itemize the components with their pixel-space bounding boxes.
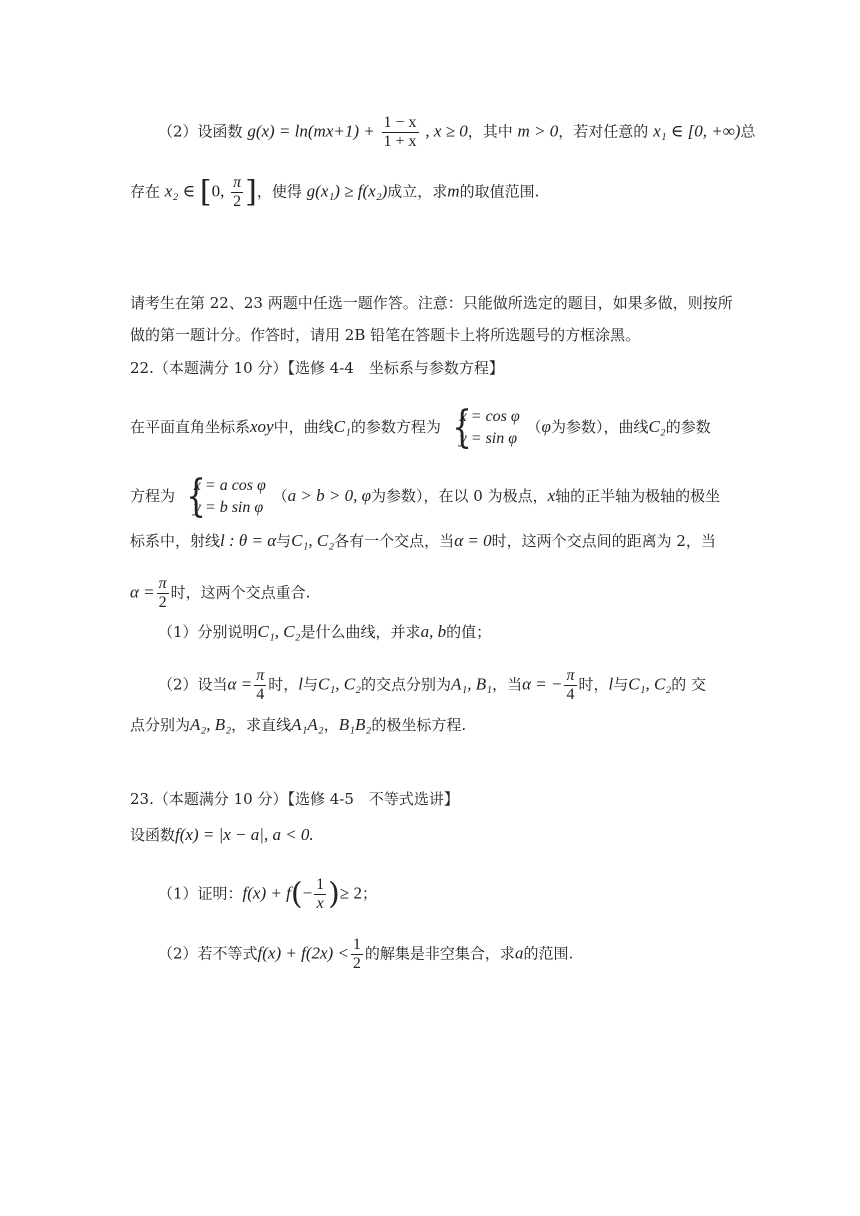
var-x: x	[547, 486, 556, 505]
system-row: x = cos φ	[459, 408, 520, 425]
q22-text: 时，这两个交点间的距离为 2，当	[491, 532, 716, 550]
q22-text: ，	[323, 716, 339, 734]
var-a: a	[514, 943, 524, 963]
f-expression: f(x) + f	[242, 883, 291, 903]
q21-part2-line2: 存在 x₂ ∈ [0, $\frac{\pi}{2}$ ]，使得 g(x₁) ≥ f(x₂)成立，求m的取值范围.	[130, 174, 540, 210]
q22-text: 为参数），曲线	[550, 418, 649, 436]
system-row: y = b sin φ	[193, 499, 264, 516]
inequality-ge2: ≥ 2	[339, 883, 362, 903]
fraction-denominator: 1 + x	[383, 133, 417, 150]
interval-left: 0,	[211, 181, 225, 201]
fraction-denominator: x	[316, 895, 324, 912]
q22-text: （	[526, 418, 542, 436]
intro-line2: 做的第一题计分。作答时，请用 2B 铅笔在答题卡上将所选题号的方框涂黑。	[130, 326, 641, 344]
fraction-denominator: 2	[233, 193, 242, 210]
fraction-numerator: π	[256, 667, 265, 684]
fraction-numerator: 1	[352, 936, 361, 953]
fraction	[254, 667, 266, 704]
q21-text: 存在	[130, 182, 161, 201]
intro-line1: 请考生在第 22、23 两题中任选一题作答。注意：只能做所选定的题目，如果多做，则按所	[130, 294, 733, 312]
q22-text: 轴的正半轴为极轴的极坐	[555, 487, 721, 505]
q22-text: 的值；	[446, 623, 492, 641]
q22-text: ，当	[492, 675, 523, 694]
q22-text: （	[272, 487, 288, 505]
q21-text: ，其中	[467, 122, 513, 141]
g-definition: g(x) = ln(mx+1) +	[247, 121, 375, 141]
q22-text: 的参数方程为	[350, 418, 441, 436]
q22-text: 标系中，射线	[130, 532, 221, 550]
q23-text: ；	[361, 884, 377, 903]
q23-heading: 23.（本题满分 10 分）【选修 4-5 不等式选讲】	[130, 790, 459, 808]
q22-heading: 22.（本题满分 10 分）【选修 4-4 坐标系与参数方程】	[130, 359, 504, 377]
q21-text: ，若对任意的	[558, 122, 649, 141]
fraction-denominator: 2	[158, 594, 167, 611]
fraction-numerator: π	[566, 667, 575, 684]
alpha-neg: α = −	[522, 674, 563, 694]
var-l: l	[298, 674, 303, 694]
system-row: y = sin φ	[459, 430, 518, 447]
q23-part2	[158, 936, 573, 973]
ray-l: l : θ = α	[220, 531, 277, 550]
f-expression: f(x) + f(2x) <	[257, 943, 349, 963]
q22-text: 各有一个交点，当	[334, 532, 455, 550]
fraction-numerator: π	[158, 575, 167, 592]
vars-a-b: a, b	[420, 622, 447, 641]
q22-line4	[130, 575, 310, 612]
q21-text: 成立，求	[387, 182, 448, 201]
q22-line3	[130, 530, 716, 552]
param-system-1: { x = cos φ y = sin φ	[451, 402, 520, 453]
x1-interval: x₁ ∈ [0, +∞)	[653, 121, 741, 141]
q21-text: 的取值范围.	[459, 182, 540, 201]
q21-text: （2）设函数	[158, 122, 243, 141]
m-condition: m > 0	[517, 121, 559, 141]
q23-part1: （1）证明：f(x) + f(− $\frac{1}{x}$ )≥ 2；	[158, 876, 377, 912]
line-a1a2: A₁A₂	[291, 715, 324, 734]
curves-c1-c2: C₁, C₂	[257, 622, 301, 641]
fraction	[314, 876, 326, 913]
q22-text: 方程为	[130, 487, 176, 505]
system-row: x = a cos φ	[193, 477, 266, 494]
q22-text: 为参数），在以 0 为极点，	[371, 487, 548, 505]
q22-part2-line1	[158, 667, 706, 704]
q22-text: 是什么曲线，并求	[300, 623, 421, 641]
var-l: l	[608, 674, 614, 694]
q22-text: ，求直线	[231, 716, 292, 734]
curves-c1-c2: C₁, C₂	[291, 531, 335, 550]
alpha-eq: α =	[227, 674, 253, 694]
q21-part2-line1	[158, 114, 756, 151]
q23-text: 设函数	[130, 826, 176, 844]
curves-c1-c2: C₁, C₂	[317, 674, 361, 694]
alpha-eq: α =	[130, 582, 155, 602]
q23-text: （2）若不等式	[158, 944, 258, 963]
f-definition: f(x) = |x − a|, a < 0.	[175, 825, 314, 844]
q22-text: 时，	[578, 675, 609, 694]
curve-c1: C₁	[333, 417, 351, 436]
fraction	[382, 114, 419, 151]
var-m: m	[447, 181, 460, 201]
fraction	[351, 936, 363, 973]
curve-c2: C₂	[648, 417, 666, 436]
q23-text: 的范围.	[523, 944, 574, 963]
q22-text: 时，	[268, 675, 299, 694]
x2-interval: x₂ ∈	[164, 181, 196, 201]
q22-text: 在平面直角坐标系	[130, 418, 251, 436]
q22-text: 的交点分别为	[360, 675, 451, 694]
fraction	[564, 667, 576, 704]
q22-text: 中，曲线	[273, 418, 334, 436]
q22-text: 时，这两个交点重合.	[170, 583, 311, 602]
inequality: g(x₁) ≥ f(x₂)	[306, 181, 388, 201]
q22-part2-line2	[130, 714, 466, 736]
fraction-denominator: 4	[566, 686, 575, 703]
var-phi: φ	[541, 417, 551, 436]
q22-text: （1）分别说明	[158, 623, 258, 641]
fraction-numerator: 1 − x	[383, 114, 417, 131]
alpha-zero: α = 0	[454, 531, 492, 550]
q22-text: 的 交	[671, 675, 707, 694]
q22-text: 与	[613, 675, 629, 694]
q22-line2	[130, 471, 721, 522]
fraction	[231, 174, 243, 211]
q22-text: 的参数	[665, 418, 711, 436]
q22-text: （2）设当	[158, 675, 228, 694]
q21-text: 总	[740, 122, 756, 141]
fraction-denominator: 2	[352, 955, 361, 972]
points-a1-b1: A₁, B₁	[451, 674, 493, 694]
q21-text: ，使得	[256, 182, 302, 201]
domain-condition: , x ≥ 0	[425, 121, 468, 141]
param-system-2: { x = a cos φ y = b sin φ	[185, 471, 266, 522]
curves-c1-c2: C₁, C₂	[628, 674, 672, 694]
q22-text: 点分别为	[130, 716, 191, 734]
q22-line1	[130, 402, 711, 453]
line-b1b2: B₁B₂	[338, 715, 372, 734]
q22-text: 的极坐标方程.	[371, 716, 467, 734]
q22-text: 与	[276, 532, 292, 550]
var-xoy: xoy	[250, 417, 274, 436]
points-a2-b2: A₂, B₂	[190, 715, 232, 734]
fraction-numerator: 1	[316, 876, 325, 893]
q22-part1	[158, 621, 491, 643]
param-condition: a > b > 0, φ	[287, 486, 372, 505]
fraction-denominator: 4	[256, 686, 265, 703]
q23-line1	[130, 824, 314, 846]
q23-text: （1）证明：	[158, 884, 243, 903]
fraction	[157, 575, 169, 612]
q23-text: 的解集是非空集合，求	[364, 944, 515, 963]
fraction-numerator: π	[233, 174, 242, 191]
q22-text: 与	[302, 675, 318, 694]
